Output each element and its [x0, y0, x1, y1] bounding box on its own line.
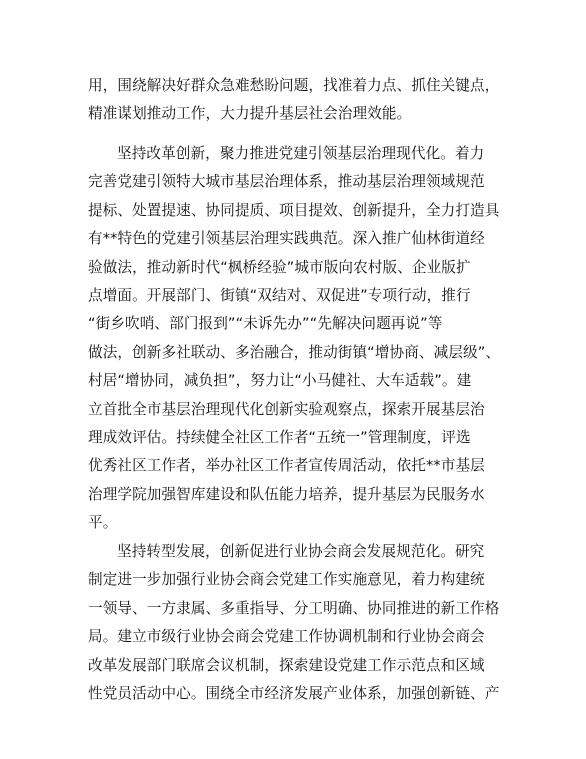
text-line: 做法，创新多社联动、多治融合，推动街镇“增协商、减层级”、	[88, 343, 501, 361]
text-line: 一领导、一方隶属、多重指导、分工明确、协同推进的新工作格	[88, 599, 500, 617]
text-line: “街乡吹哨、部门报到”“未诉先办”“先解决问题再说”等	[88, 315, 443, 333]
text-line: 村居“增协同，减负担”，努力让“小马健社、大车适载”。建	[88, 372, 472, 390]
text-line: 坚持转型发展，创新促进行业协会商会发展规范化。研究	[117, 543, 485, 560]
paragraph-3	[88, 538, 508, 708]
text-line: 验做法，推动新时代“枫桥经验”城市版向农村版、企业版扩	[88, 258, 471, 276]
text-line: 点增面。开展部门、街镇“双结对、双促进”专项行动，推行	[88, 286, 471, 304]
text-line: 平。	[88, 514, 118, 532]
text-line: 性党员活动中心。围绕全市经济发展产业体系，加强创新链、产	[88, 684, 500, 702]
text-line: 改革发展部门联席会议机制，探索建设党建工作示范点和区域	[88, 656, 485, 674]
text-line: 立首批全市基层治理现代化创新实验观察点，探索开展基层治	[88, 400, 485, 418]
text-line: 优秀社区工作者，举办社区工作者宣传周活动，依托**市基层	[88, 457, 485, 475]
text-line: 治理学院加强智库建设和队伍能力培养，提升基层为民服务水	[88, 485, 485, 503]
text-line: 用，围绕解决好群众急难愁盼问题，找准着力点、抓住关键点，	[88, 77, 500, 94]
text-line: 有**特色的党建引领基层治理实践典范。深入推广仙林街道经	[88, 230, 485, 248]
text-line: 精准谋划推动工作，大力提升基层社会治理效能。	[88, 105, 412, 123]
text-line: 理成效评估。持续健全社区工作者“五统一”管理制度，评选	[88, 428, 471, 446]
paragraph-2	[88, 140, 508, 537]
text-line: 制定进一步加强行业协会商会党建工作实施意见，着力构建统	[88, 571, 485, 589]
text-line: 局。建立市级行业协会商会党建工作协调机制和行业协会商会	[88, 628, 485, 646]
paragraph-1	[88, 72, 508, 129]
text-line: 完善党建引领特大城市基层治理体系，推动基层治理领域规范	[88, 173, 485, 191]
text-line: 提标、处置提速、协同提质、项目提效、创新提升，全力打造具	[88, 201, 500, 219]
text-line: 坚持改革创新，聚力推进党建引领基层治理现代化。着力	[117, 145, 485, 162]
